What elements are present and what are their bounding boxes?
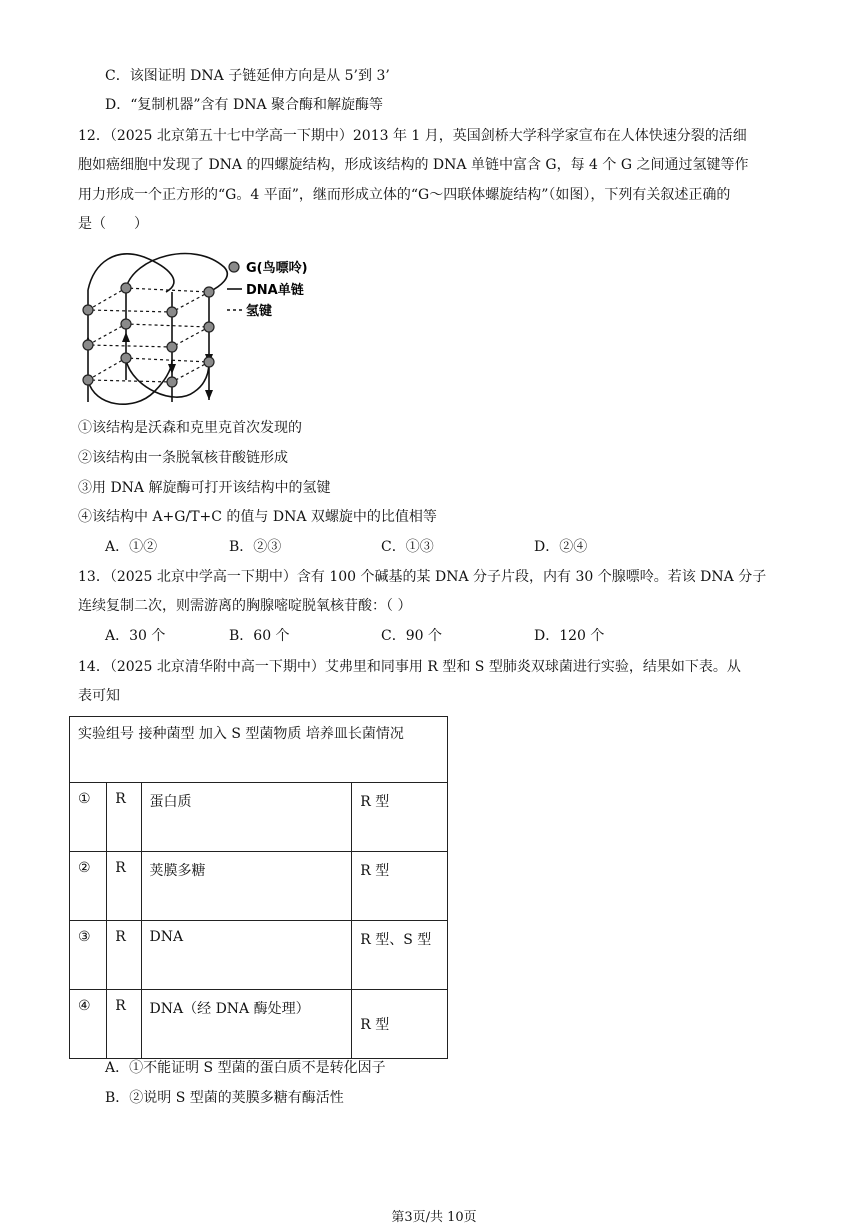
table-header: 实验组号 接种菌型 加入 S 型菌物质 培养皿长菌情况 [70,717,448,783]
legend-guanine-icon [229,262,239,272]
page-footer: 第3页/共 10页 [391,1210,477,1225]
q14-option-b: B．②说明 S 型菌的荚膜多糖有酶活性 [105,1090,344,1106]
strand-loop-top-right [126,254,227,292]
q13-option-d: D．120 个 [534,628,605,644]
cell-no: ③ [70,921,107,990]
legend-hbond: 氢键 [246,304,273,319]
cell-result: R 型 [352,783,448,852]
q12-option-a: A．①② [105,539,158,555]
hydrogen-bond-planes [88,288,209,382]
cell-no: ④ [70,990,107,1059]
cell-type: R [107,852,141,921]
table-row [70,783,448,852]
cell-no: ② [70,852,107,921]
q12-option-c: C．①③ [381,539,434,555]
legend-guanine: G(鸟嘌呤) [246,261,308,276]
q12-option-d: D．②④ [534,539,588,555]
q12-stem-line3: 用力形成一个正方形的“G。4 平面”，继而形成立体的“G～四联体螺旋结构”（如图），下列有关叙述正确的 [78,187,731,203]
q13-option-b: B．60 个 [229,628,290,644]
experiment-table [69,716,448,1059]
g-quadruplex-figure [74,242,324,412]
q13-option-c: C．90 个 [381,628,442,644]
cell-substance: DNA [141,921,352,990]
q12-statement-2: ②该结构由一条脱氧核苷酸链形成 [78,450,288,466]
q12-statement-4: ④该结构中 A+G/T+C 的值与 DNA 双螺旋中的比值相等 [78,509,437,525]
q14-stem-line2: 表可知 [78,688,120,704]
cell-result: R 型 [352,852,448,921]
q12-stem-line2: 胞如癌细胞中发现了 DNA 的四螺旋结构，形成该结构的 DNA 单链中富含 G，每 4 个 G 之间通过氢键等作 [78,157,749,173]
guanine-balls [83,283,214,387]
q14-option-a: A．①不能证明 S 型菌的蛋白质不是转化因子 [105,1060,386,1076]
cell-result: R 型 [352,990,448,1059]
q12-statement-3: ③用 DNA 解旋酶可打开该结构中的氢键 [78,480,331,496]
table-row [70,852,448,921]
cell-type: R [107,990,141,1059]
cell-substance: 荚膜多糖 [141,852,352,921]
q11-option-d: D．“复制机器”含有 DNA 聚合酶和解旋酶等 [105,97,384,113]
q13-stem-line2: 连续复制二次，则需游离的胸腺嘧啶脱氧核苷酸：（ ） [78,598,412,614]
cell-result: R 型、S 型 [352,921,448,990]
q13-stem-line1: 13．（2025 北京中学高一下期中）含有 100 个碱基的某 DNA 分子片段，内有 30 个腺嘌呤。若该 DNA 分子 [78,569,767,585]
q13-option-a: A．30 个 [105,628,166,644]
q12-stem-line1: 12．（2025 北京第五十七中学高一下期中）2013 年 1 月，英国剑桥大学科学家宣布在人体快速分裂的活细 [78,128,747,144]
table-row [70,990,448,1059]
strand-loop-bottom-right [126,360,209,397]
arrow-up-icon [122,332,130,342]
q14-stem-line1: 14．（2025 北京清华附中高一下期中）艾弗里和同事用 R 型和 S 型肺炎双球菌进行实验，结果如下表。从 [78,659,741,675]
table-row [70,921,448,990]
q11-option-c: C．该图证明 DNA 子链延伸方向是从 5’到 3’ [105,68,390,84]
legend-strand: DNA单链 [246,283,304,298]
cell-substance: 蛋白质 [141,783,352,852]
q12-statement-1: ①该结构是沃森和克里克首次发现的 [78,420,302,436]
cell-type: R [107,783,141,852]
q12-option-b: B．②③ [229,539,282,555]
q12-stem-line4: 是（ ） [78,216,148,232]
cell-no: ① [70,783,107,852]
arrow-down-icon [205,390,213,400]
cell-type: R [107,921,141,990]
cell-substance: DNA（经 DNA 酶处理） [141,990,352,1059]
